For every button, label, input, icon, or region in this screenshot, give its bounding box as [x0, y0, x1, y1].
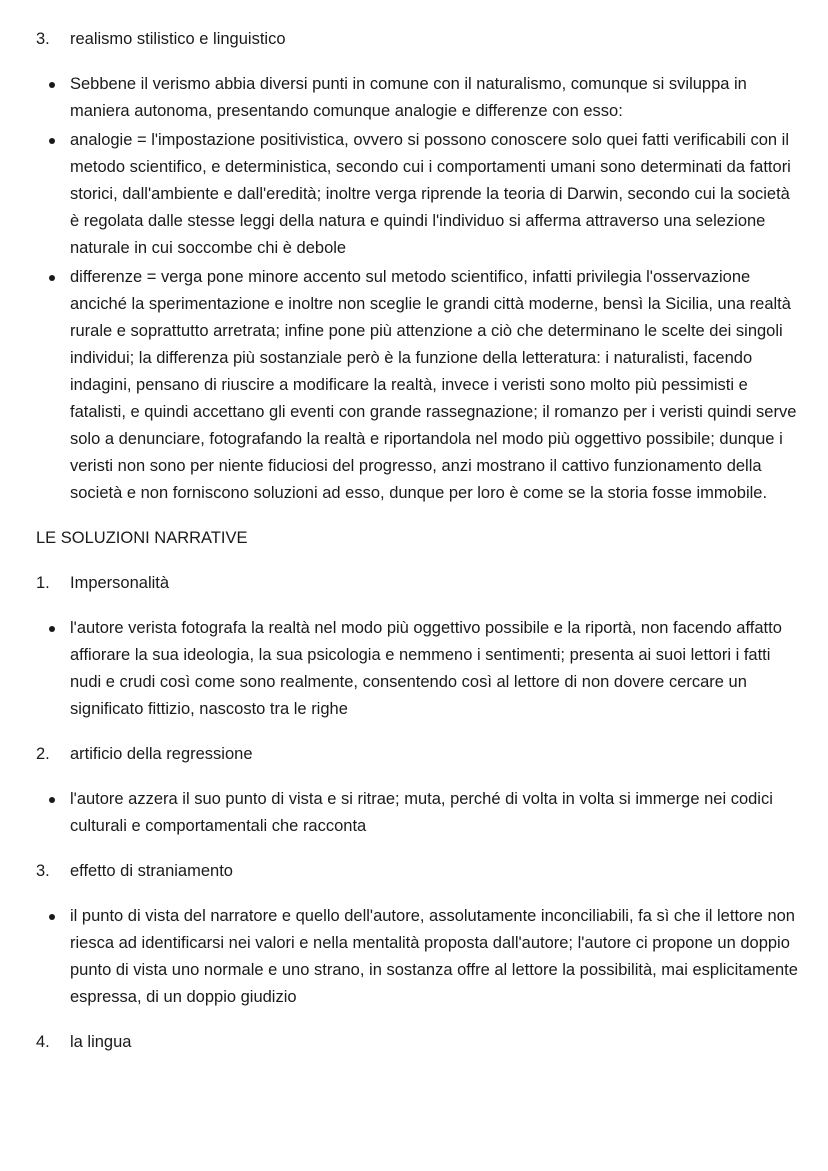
numbered-item [36, 741, 798, 768]
bullet-item: l'autore verista fotografa la realtà nel modo più oggettivo possibile e la riportà, non facendo affatto affiorare la sua ideologia, la sua psicologia e nemmeno i sentimenti; presenta ai suoi lettori i fatti nudi e crudi così come sono realmente, consentendo così al lettore di non dovere cercare un significato fittizio, nascosto tra le righe [36, 615, 798, 723]
item-text: effetto di straniamento [70, 862, 233, 880]
numbered-item [36, 26, 798, 53]
bullet-list [36, 71, 798, 507]
item-number: 3. [36, 30, 50, 48]
bullet-list [36, 615, 798, 723]
item-number: 2. [36, 745, 50, 763]
bullet-item: Sebbene il verismo abbia diversi punti in comune con il naturalismo, comunque si sviluppa in maniera autonoma, presentando comunque analogie e differenze con esso: [36, 71, 798, 125]
bullet-list [36, 786, 798, 840]
item-number: 4. [36, 1033, 50, 1051]
bullet-item: l'autore azzera il suo punto di vista e si ritrae; muta, perché di volta in volta si immerge nei codici culturali e comportamentali che racconta [36, 786, 798, 840]
document-body [36, 26, 798, 1056]
bullet-list [36, 903, 798, 1011]
numbered-item [36, 1029, 798, 1056]
numbered-item [36, 858, 798, 885]
bullet-item: differenze = verga pone minore accento sul metodo scientifico, infatti privilegia l'osservazione anciché la sperimentazione e inoltre non sceglie le grandi città moderne, bensì la Sicilia, una realtà rurale e soprattutto arretrata; infine pone più attenzione a ciò che determinano le scelte dei singoli individui; la differenza più sostanziale però è la funzione della letteratura: i naturalisti, facendo indagini, pensano di riuscire a modificare la realtà, invece i veristi sono molto più pessimisti e fatalisti, e quindi accettano gli eventi con grande rassegnazione; il romanzo per i veristi quindi serve solo a denunciare, fotografando la realtà e riportandola nel modo più oggettivo possibile; dunque i veristi non sono per niente fiduciosi del progresso, anzi mostrano il cattivo funzionamento della società e non forniscono soluzioni ad esso, dunque per loro è come se la storia fosse immobile. [36, 264, 798, 507]
item-text: realismo stilistico e linguistico [70, 30, 286, 48]
bullet-item: il punto di vista del narratore e quello dell'autore, assolutamente inconciliabili, fa sì che il lettore non riesca ad identificarsi nei valori e nella mentalità proposta dall'autore; l'autore ci propone un doppio punto di vista uno normale e uno strano, in sostanza offre al lettore la possibilità, mai esplicitamente espressa, di un doppio giudizio [36, 903, 798, 1011]
item-number: 1. [36, 574, 50, 592]
item-text: Impersonalità [70, 574, 170, 592]
item-text: la lingua [70, 1033, 132, 1051]
numbered-item [36, 570, 798, 597]
item-text: artificio della regressione [70, 745, 253, 763]
section-heading: LE SOLUZIONI NARRATIVE [36, 529, 248, 547]
bullet-item: analogie = l'impostazione positivistica, ovvero si possono conoscere solo quei fatti verificabili con il metodo scientifico, e deterministica, secondo cui i comportamenti umani sono determinati da fattori storici, dall'ambiente e dall'eredità; inoltre verga riprende la teoria di Darwin, secondo cui la società è regolata dalle stesse leggi della natura e quindi l'individuo si afferma attraverso una selezione naturale in cui soccombe chi è debole [36, 127, 798, 262]
item-number: 3. [36, 862, 50, 880]
